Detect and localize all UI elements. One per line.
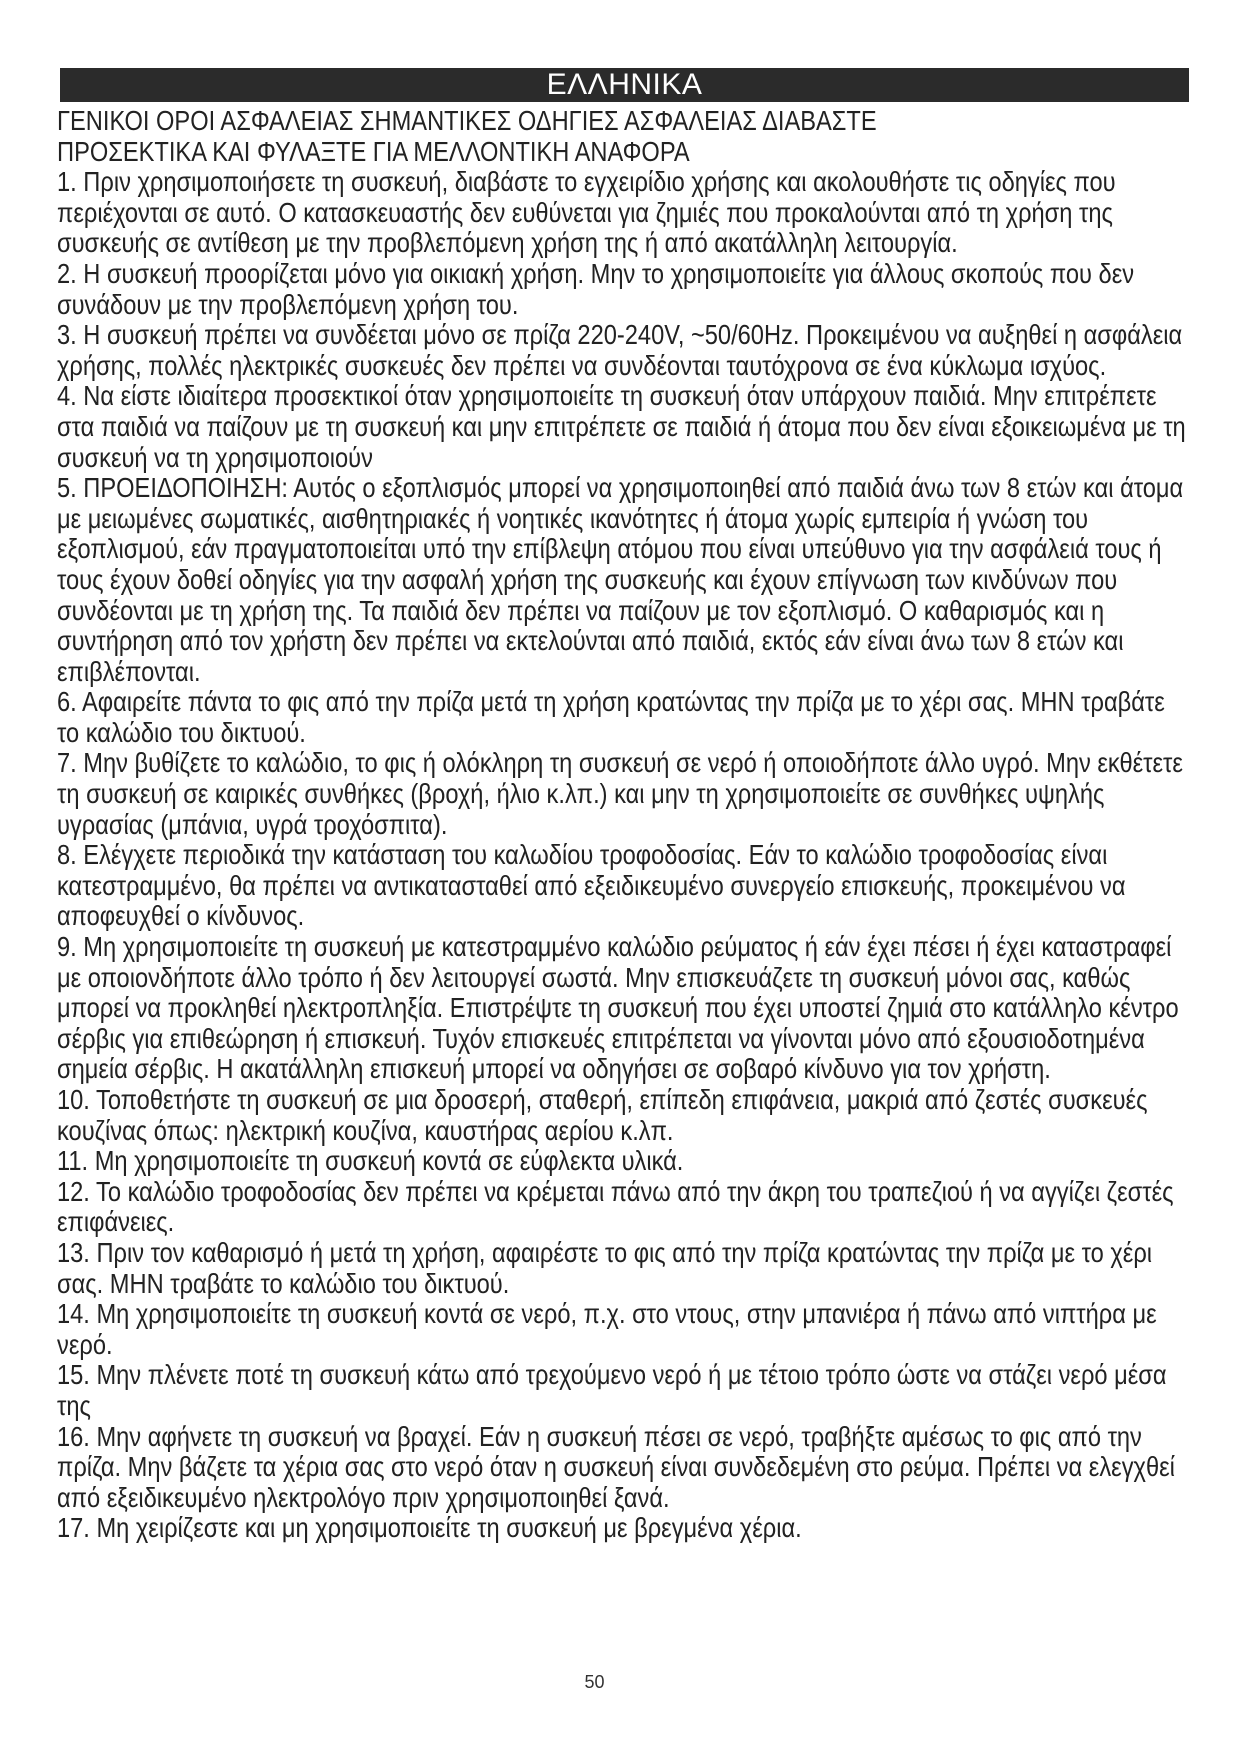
instruction-item-3: 3. Η συσκευή πρέπει να συνδέεται μόνο σε πρίζα 220-240V, ~50/60Hz. Προκειμένου να αυξηθεί η ασφάλεια χρήσης, πολλές ηλεκτρικές συσκευές δεν πρέπει να συνδέονται ταυτόχρονα σε ένα κύκλωμα ισχύος. bbox=[57, 319, 1183, 381]
instruction-item-6: 6. Αφαιρείτε πάντα το φις από την πρίζα μετά τη χρήση κρατώντας την πρίζα με το χέρι σας. ΜΗΝ τραβάτε το καλώδιο του δικτυού. bbox=[57, 686, 1165, 748]
instruction-item-2: 2. Η συσκευή προορίζεται μόνο για οικιακή χρήση. Μην το χρησιμοποιείτε για άλλους σκοπούς που δεν συνάδουν με την προβλεπόμενη χρήση του. bbox=[57, 257, 1135, 320]
heading-line-1: ΓΕΝΙΚΟΙ ΟΡΟΙ ΑΣΦΑΛΕΙΑΣ ΣΗΜΑΝΤΙΚΕΣ ΟΔΗΓΙΕΣ ΑΣΦΑΛΕΙΑΣ ΔΙΑΒΑΣΤΕ bbox=[57, 105, 877, 136]
instruction-item-7: 7. Μην βυθίζετε το καλώδιο, το φις ή ολόκληρη τη συσκευή σε νερό ή οποιοδήποτε άλλο υγρό. Μην εκθέτετε τη συσκευή σε καιρικές συνθήκες (βροχή, ήλιο κ.λπ.) και μην τη χρησιμοποιείτε σε συνθήκες υψηλής υγρασίας (μπάνια, υγρά τροχόσπιτα). bbox=[57, 747, 1183, 840]
language-header: ΕΛΛΗΝΙΚΑ bbox=[60, 68, 1189, 102]
instruction-item-11: 11. Μη χρησιμοποιείτε τη συσκευή κοντά σε εύφλεκτα υλικά. bbox=[57, 1145, 684, 1177]
instruction-item-17: 17. Μη χειρίζεστε και μη χρησιμοποιείτε τη συσκευή με βρεγμένα χέρια. bbox=[57, 1512, 802, 1544]
instruction-item-16: 16. Μην αφήνετε τη συσκευή να βραχεί. Εάν η συσκευή πέσει σε νερό, τραβήξτε αμέσως το φις από την πρίζα. Μην βάζετε τα χέρια σας στο νερό όταν η συσκευή είναι συνδεδεμένη στο ρεύμα. Πρέπει να ελεγχθεί από εξειδικευμένο ηλεκτρολόγο πριν χρησιμοποιηθεί ξανά. bbox=[57, 1420, 1175, 1513]
instruction-item-4: 4. Να είστε ιδιαίτερα προσεκτικοί όταν χρησιμοποιείτε τη συσκευή όταν υπάρχουν παιδιά. Μην επιτρέπετε στα παιδιά να παίζουν με τη συσκευή και μην επιτρέπετε σε παιδιά ή άτομα που δεν είναι εξοικειωμένα με τη συσκευή να τη χρησιμοποιούν bbox=[57, 380, 1186, 473]
instruction-item-14: 14. Μη χρησιμοποιείτε τη συσκευή κοντά σε νερό, π.χ. στο ντους, στην μπανιέρα ή πάνω από νιπτήρα με νερό. bbox=[57, 1298, 1157, 1360]
instruction-item-10: 10. Τοποθετήστε τη συσκευή σε μια δροσερή, σταθερή, επίπεδη επιφάνεια, μακριά από ζεστές συσκευές κουζίνας όπως: ηλεκτρική κουζίνα, καυστήρας αερίου κ.λπ. bbox=[57, 1084, 1148, 1146]
safety-instructions bbox=[57, 106, 1192, 1544]
instruction-item-9: 9. Μη χρησιμοποιείτε τη συσκευή με κατεστραμμένο καλώδιο ρεύματος ή εάν έχει πέσει ή έχει καταστραφεί με οποιονδήποτε άλλο τρόπο ή δεν λειτουργεί σωστά. Μην επισκευάζετε τη συσκευή μόνοι σας, καθώς μπορεί να προκληθεί ηλεκτροπληξία. Επιστρέψτε τη συσκευή που έχει υποστεί ζημιά στο κατάλληλο κέντρο σέρβις για επιθεώρηση ή επισκευή. Τυχόν επισκευές επιτρέπεται να γίνονται μόνο από εξουσιοδοτημένα σημεία σέρβις. Η ακατάλληλη επισκευή μπορεί να οδηγήσει σε σοβαρό κίνδυνο για τον χρήστη. bbox=[57, 931, 1179, 1085]
instruction-item-13: 13. Πριν τον καθαρισμό ή μετά τη χρήση, αφαιρέστε το φις από την πρίζα κρατώντας την πρίζα με το χέρι σας. ΜΗΝ τραβάτε το καλώδιο του δικτυού. bbox=[57, 1236, 1153, 1299]
instruction-item-15: 15. Μην πλένετε ποτέ τη συσκευή κάτω από τρεχούμενο νερό ή με τέτοιο τρόπο ώστε να στάζει νερό μέσα της bbox=[57, 1359, 1167, 1421]
instruction-item-5: 5. ΠΡΟΕΙΔΟΠΟΙΗΣΗ: Αυτός ο εξοπλισμός μπορεί να χρησιμοποιηθεί από παιδιά άνω των 8 ετών και άτομα με μειωμένες σωματικές, αισθητηριακές ή νοητικές ικανότητες ή άτομα χωρίς εμπειρία ή γνώση του εξοπλισμού, εάν πραγματοποιείται υπό την επίβλεψη ατόμου που είναι υπεύθυνο για την ασφάλειά τους ή τους έχουν δοθεί οδηγίες για την ασφαλή χρήση της συσκευής και έχουν επίγνωση των κινδύνων που συνδέονται με τη χρήση της. Τα παιδιά δεν πρέπει να παίζουν με τον εξοπλισμό. Ο καθαρισμός και η συντήρηση από τον χρήστη δεν πρέπει να εκτελούνται από παιδιά, εκτός εάν είναι άνω των 8 ετών και επιβλέπονται. bbox=[57, 472, 1184, 687]
instruction-item-12: 12. Το καλώδιο τροφοδοσίας δεν πρέπει να κρέμεται πάνω από την άκρη του τραπεζιού ή να αγγίζει ζεστές επιφάνειες. bbox=[57, 1175, 1174, 1238]
heading-line-2: ΠΡΟΣΕΚΤΙΚΑ ΚΑΙ ΦΥΛΑΞΤΕ ΓΙΑ ΜΕΛΛΟΝΤΙΚΗ ΑΝΑΦΟΡΑ bbox=[57, 135, 690, 167]
instruction-item-1: 1. Πριν χρησιμοποιήσετε τη συσκευή, διαβάστε το εγχειρίδιο χρήσης και ακολουθήστε τις οδηγίες που περιέχονται σε αυτό. Ο κατασκευαστής δεν ευθύνεται για ζημιές που προκαλούνται από τη χρήση της συσκευής σε αντίθεση με την προβλεπόμενη χρήση της ή από ακατάλληλη λειτουργία. bbox=[57, 166, 1116, 259]
instruction-item-8: 8. Ελέγχετε περιοδικά την κατάσταση του καλωδίου τροφοδοσίας. Εάν το καλώδιο τροφοδοσίας είναι κατεστραμμένο, θα πρέπει να αντικατασταθεί από εξειδικευμένο συνεργείο επισκευής, προκειμένου να αποφευχθεί ο κίνδυνος. bbox=[57, 839, 1126, 932]
page-number: 50 bbox=[584, 1672, 605, 1692]
